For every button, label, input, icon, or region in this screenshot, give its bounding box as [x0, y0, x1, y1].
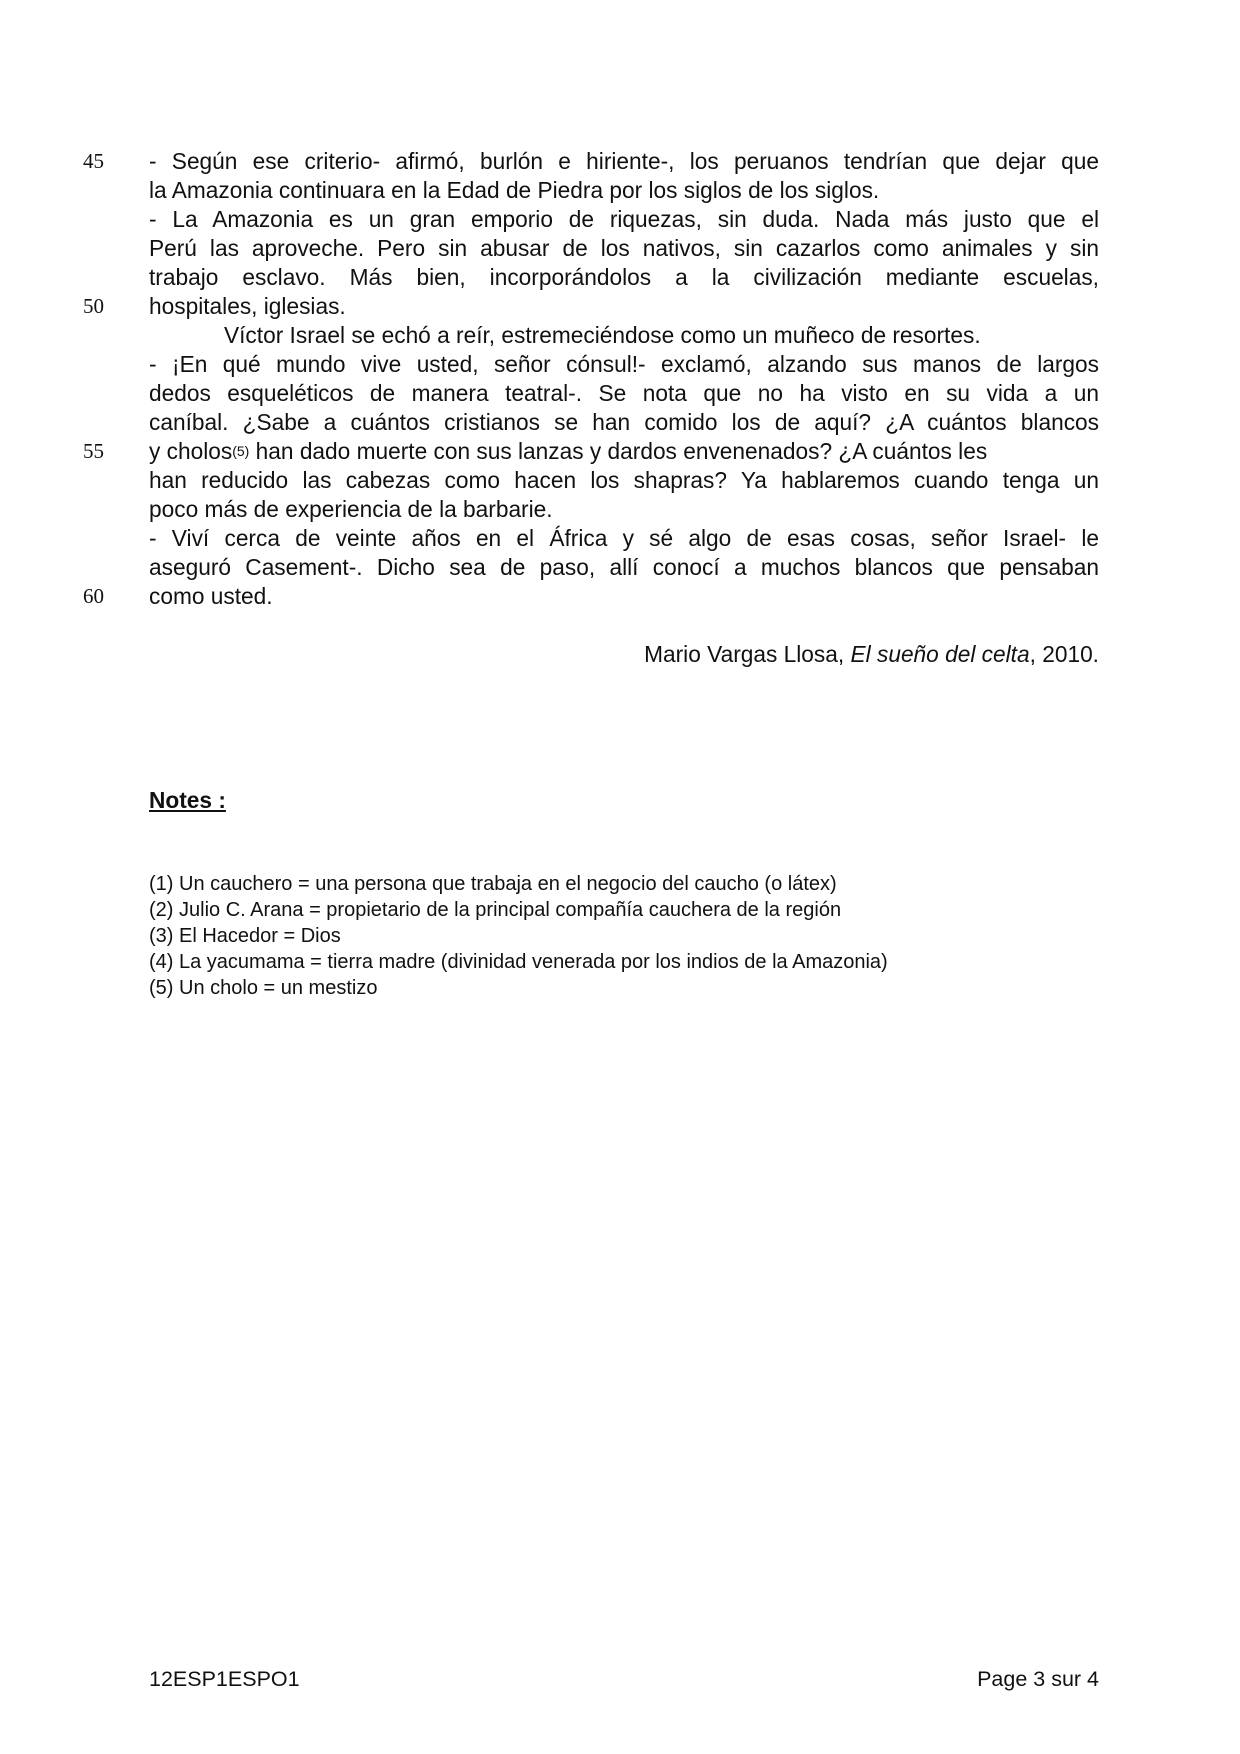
line-number-60: 60 [83, 584, 104, 608]
footnote-ref-5: (5) [232, 443, 250, 459]
text-line: - La Amazonia es un gran emporio de riquezas, sin duda. Nada más justo que el [149, 206, 1099, 232]
text-line-end: han dado muerte con sus lanzas y dardos envenenados? ¿A cuántos les [249, 438, 988, 464]
line-number-55: 55 [83, 439, 104, 463]
text-line-start: y cholos [149, 438, 233, 464]
text-line: poco más de experiencia de la barbarie. [149, 496, 553, 522]
text-line: - Viví cerca de veinte años en el África y sé algo de esas cosas, señor Israel- le [149, 525, 1099, 551]
source-year: , 2010. [1029, 641, 1099, 667]
text-line: han reducido las cabezas como hacen los shapras? Ya hablaremos cuando tenga un [149, 467, 1099, 493]
text-line: Víctor Israel se echó a reír, estremeciéndose como un muñeco de resortes. [224, 322, 981, 348]
text-line: como usted. [149, 583, 273, 609]
note-item: (1) Un cauchero = una persona que trabaja en el negocio del caucho (o látex) [149, 873, 837, 895]
text-line: la Amazonia continuara en la Edad de Piedra por los siglos de los siglos. [149, 177, 880, 203]
line-number-45: 45 [83, 149, 104, 173]
notes-title: Notes : [149, 787, 226, 813]
source-citation [644, 640, 1099, 669]
text-line: caníbal. ¿Sabe a cuántos cristianos se han comido los de aquí? ¿A cuántos blancos [149, 409, 1099, 435]
text-line: hospitales, iglesias. [149, 293, 346, 319]
line-number-50: 50 [83, 294, 104, 318]
text-line: trabajo esclavo. Más bien, incorporándolos a la civilización mediante escuelas, [149, 264, 1099, 290]
text-line: - ¡En qué mundo vive usted, señor cónsul!- exclamó, alzando sus manos de largos [149, 351, 1099, 377]
text-line: aseguró Casement-. Dicho sea de paso, allí conocí a muchos blancos que pensaban [149, 554, 1099, 580]
footer-page-number: Page 3 sur 4 [977, 1667, 1099, 1691]
footer-code: 12ESP1ESPO1 [149, 1667, 300, 1691]
text-line: - Según ese criterio- afirmó, burlón e hiriente-, los peruanos tendrían que dejar que [149, 148, 1099, 174]
note-item: (2) Julio C. Arana = propietario de la principal compañía cauchera de la región [149, 899, 842, 921]
note-item: (5) Un cholo = un mestizo [149, 977, 378, 999]
note-item: (3) El Hacedor = Dios [149, 925, 341, 947]
source-author: Mario Vargas Llosa, [644, 641, 851, 667]
note-item: (4) La yacumama = tierra madre (divinidad venerada por los indios de la Amazonia) [149, 951, 888, 973]
source-title: El sueño del celta [850, 641, 1030, 667]
text-line: dedos esqueléticos de manera teatral-. Se nota que no ha visto en su vida a un [149, 380, 1099, 406]
text-line [149, 437, 1099, 466]
text-line: Perú las aproveche. Pero sin abusar de los nativos, sin cazarlos como animales y sin [149, 235, 1099, 261]
